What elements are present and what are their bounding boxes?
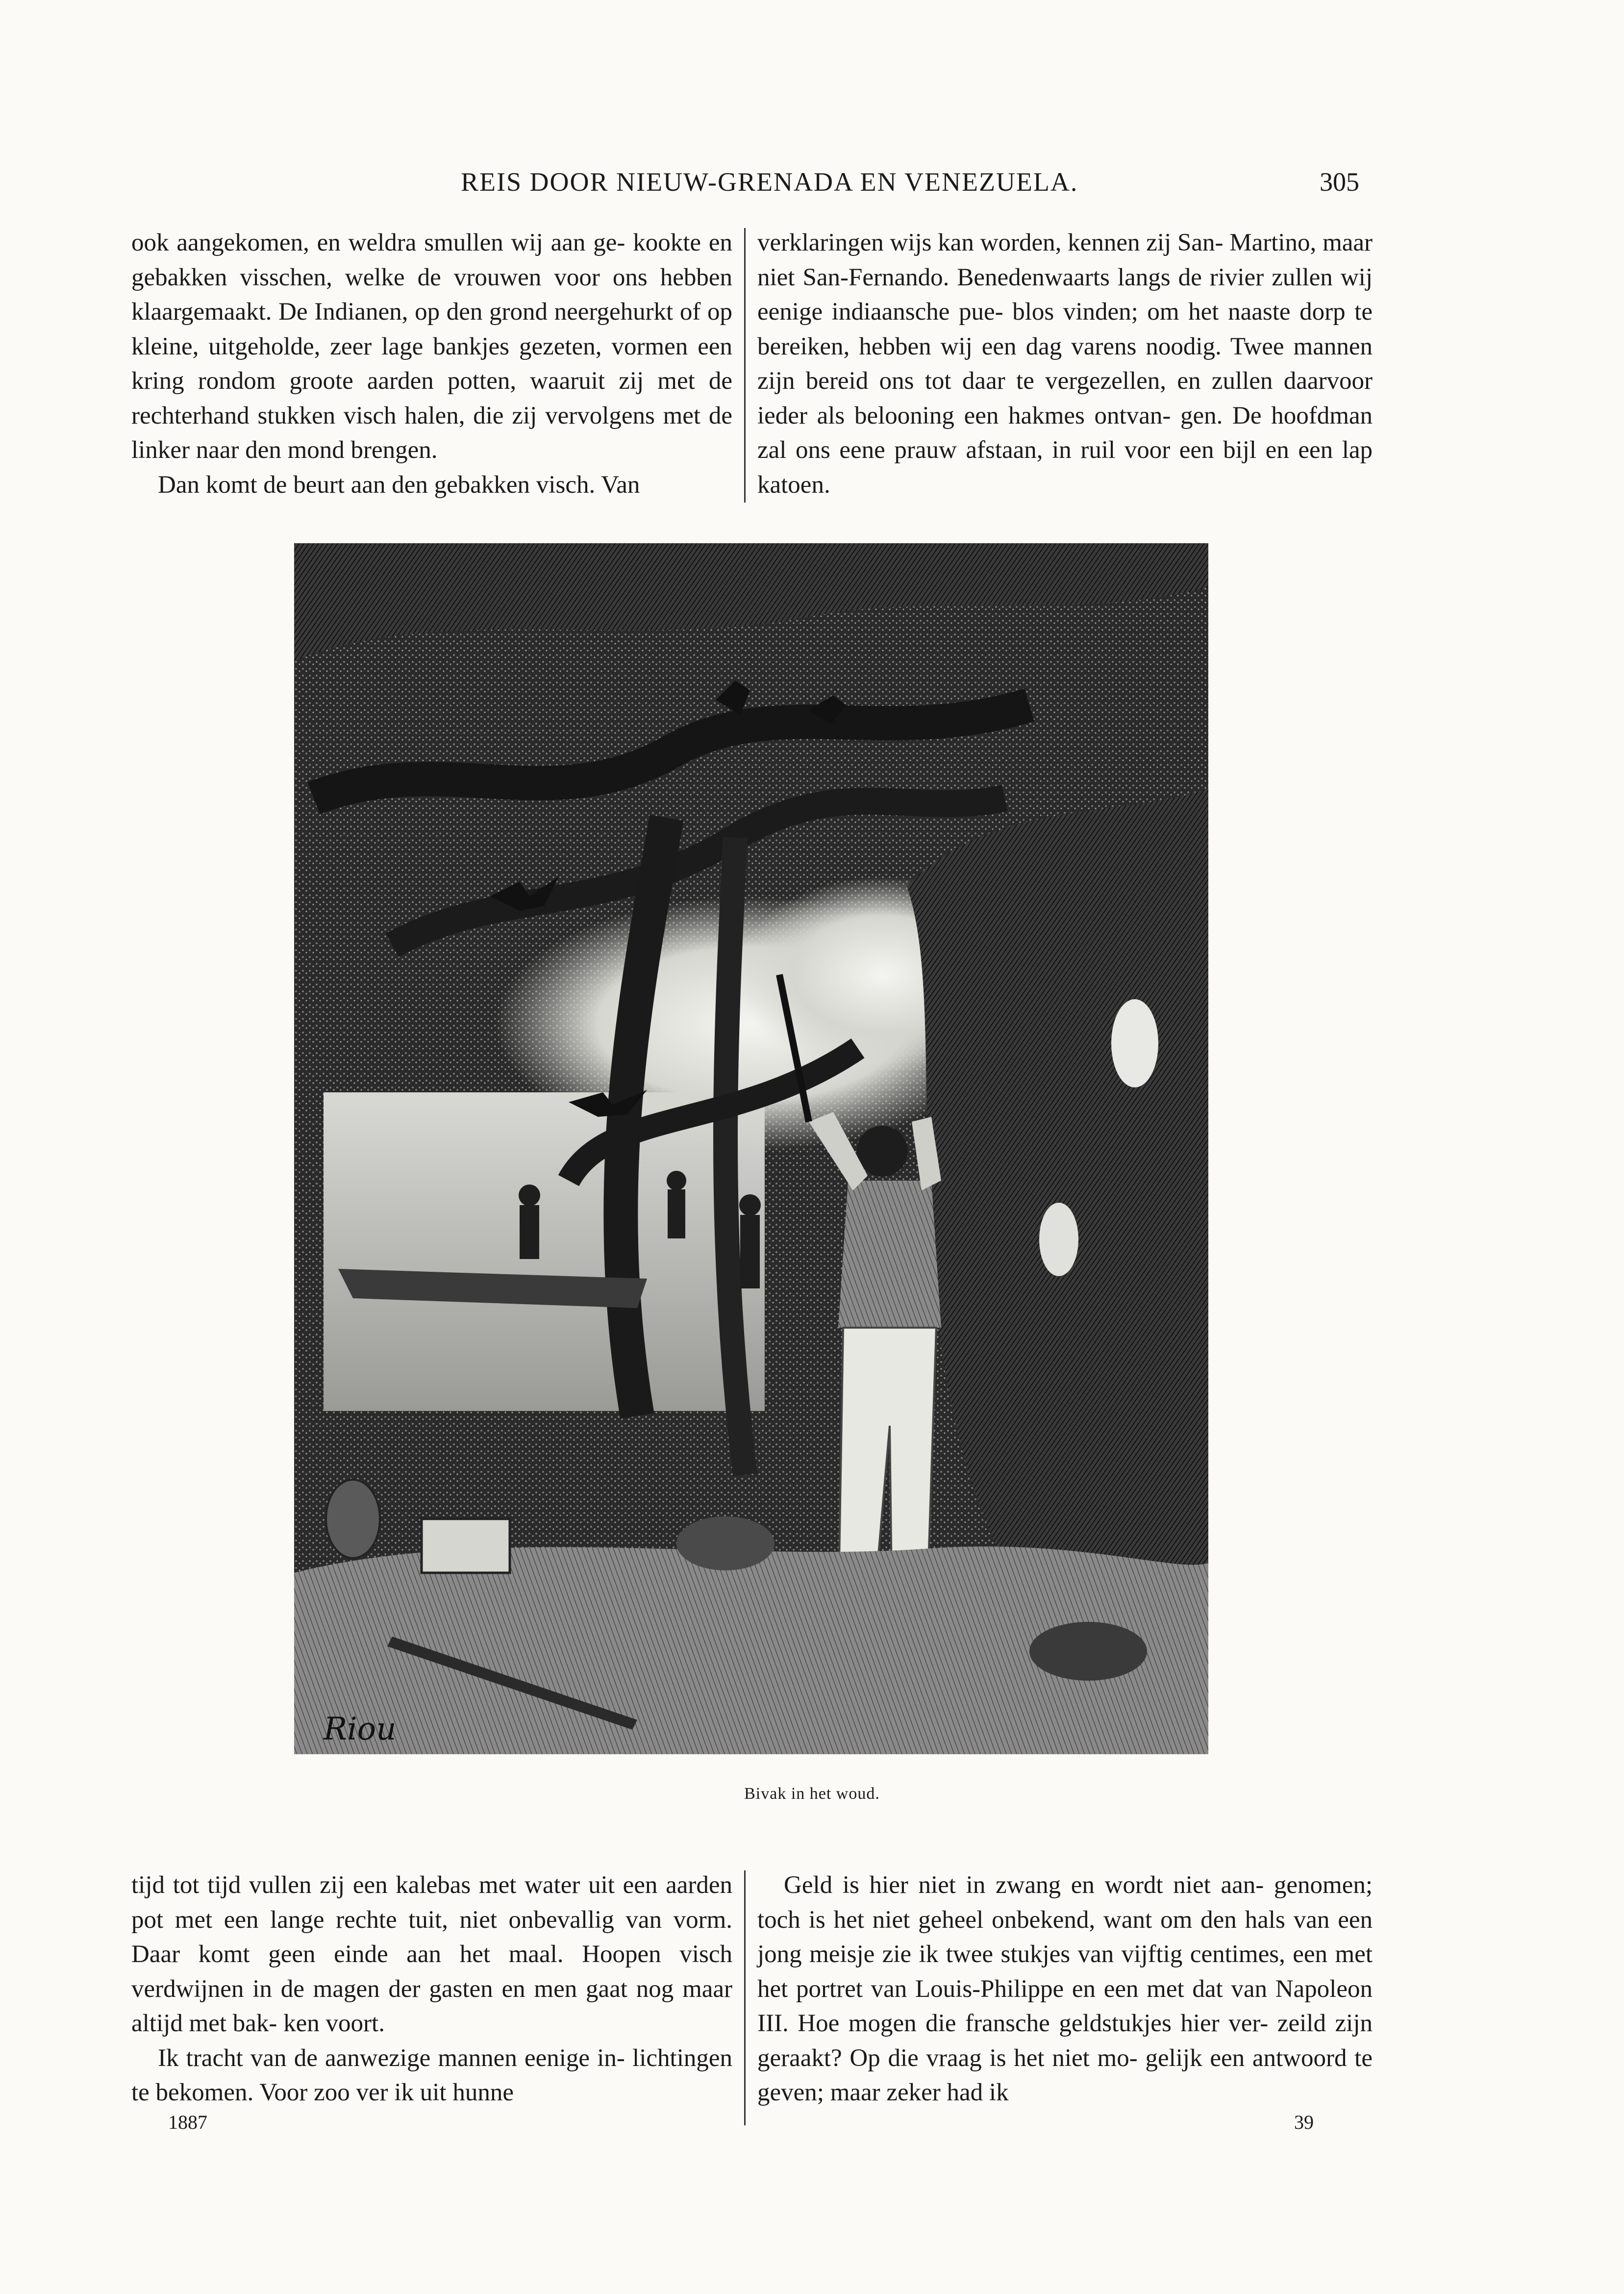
figure-caption: Bivak in het woud. — [744, 1785, 880, 1803]
paragraph: ook aangekomen, en weldra smullen wij aan ge- kookte en gebakken visschen, welke de vrouwen voor ons hebben klaargemaakt. De Indianen, op den grond neergehurkt of op kleine, uitgeholde, zeer lage bankjes gezeten, vormen een kring rondom groote aarden potten, waaruit zij met de rechterhand stukken visch halen, die zij vervolgens met de linker naar den mond brengen. — [131, 229, 732, 464]
text-column-left-top — [131, 226, 732, 502]
text-column-right-bottom — [757, 1868, 1373, 2110]
footer-signature-number: 39 — [1294, 2111, 1314, 2133]
footer-year: 1887 — [168, 2111, 207, 2133]
engraving-illustration — [294, 543, 1208, 1754]
page-number: 305 — [1320, 167, 1359, 197]
forest-hunter-engraving — [294, 543, 1208, 1754]
column-divider — [744, 1870, 746, 2125]
running-title: REIS DOOR NIEUW-GRENADA EN VENEZUELA. — [461, 167, 1078, 197]
text-column-right-top — [757, 226, 1373, 502]
text-column-left-bottom — [131, 1868, 732, 2110]
paragraph: verklaringen wijs kan worden, kennen zij San- Martino, maar niet San-Fernando. Benedenwaarts langs de rivier zullen wij eenige indiaansche pue- blos vinden; om het naaste dorp te bereiken, hebben wij een dag varens noodig. Twee mannen zijn bereid ons tot daar te vergezellen, en zullen daarvoor ieder als belooning een hakmes ontvan- gen. De hoofdman zal ons eene prauw afstaan, in ruil voor een bijl en een lap katoen. — [757, 229, 1373, 499]
column-divider — [744, 228, 746, 503]
paragraph: Ik tracht van de aanwezige mannen eenige in- lichtingen te bekomen. Voor zoo ver ik uit hunne — [131, 2044, 732, 2106]
running-head — [0, 167, 1624, 206]
paragraph: Dan komt de beurt aan den gebakken visch. Van — [158, 471, 640, 499]
paragraph: tijd tot tijd vullen zij een kalebas met water uit een aarden pot met een lange rechte tuit, niet onbevallig van vorm. Daar komt geen einde aan het maal. Hoopen visch verdwijnen in de magen der gasten en men gaat nog maar altijd met bak- ken voort. — [131, 1871, 732, 2037]
artist-signature: Riou — [324, 1711, 397, 1747]
paragraph: Geld is hier niet in zwang en wordt niet aan- genomen; toch is het niet geheel onbekend, want om den hals van een jong meisje zie ik twee stukjes van vijftig centimes, een met het portret van Louis-Philippe en een met dat van Napoleon III. Hoe mogen die fransche geldstukjes hier ver- zeild zijn geraakt? Op die vraag is het niet mo- gelijk een antwoord te geven; maar zeker had ik — [757, 1871, 1373, 2106]
